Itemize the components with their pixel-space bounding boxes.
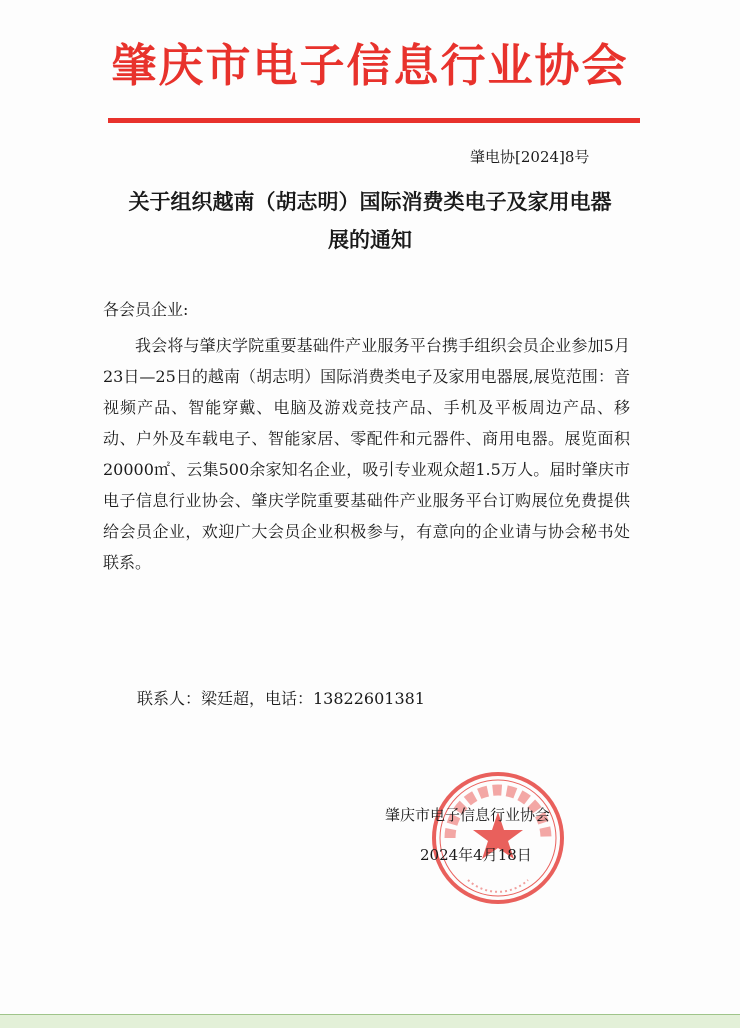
title-line-2: 展的通知 (328, 227, 412, 252)
document-number: 肇电协[2024]8号 (470, 148, 590, 166)
official-seal-icon (428, 768, 568, 908)
organization-letterhead: 肇庆市电子信息行业协会 (111, 39, 629, 92)
salutation: 各会员企业: (103, 300, 189, 319)
signature-date: 2024年4月18日 (420, 846, 532, 864)
title-line-1: 关于组织越南（胡志明）国际消费类电子及家用电器 (128, 189, 612, 214)
signature-organization: 肇庆市电子信息行业协会 (385, 806, 551, 824)
letterhead-divider (108, 118, 640, 123)
body-paragraph: 我会将与肇庆学院重要基础件产业服务平台携手组织会员企业参加5月23日—25日的越南（胡志明）国际消费类电子及家用电器展,展览范围：音视频产品、智能穿戴、电脑及游戏竞技产品、手机及平板周边产品、移动、户外及车载电子、智能家居、零配件和元器件、商用电器。展览面积20000㎡、云集500余家知名企业，吸引专业观众超1.5万人。届时肇庆市电子信息行业协会、肇庆学院重要基础件产业服务平台订购展位免费提供给会员企业，欢迎广大会员企业积极参与，有意向的企业请与协会秘书处联系。 (103, 336, 630, 572)
document-title (90, 183, 650, 259)
contact-info: 联系人：梁廷超，电话：13822601381 (137, 689, 425, 708)
bottom-status-strip (0, 1014, 740, 1028)
